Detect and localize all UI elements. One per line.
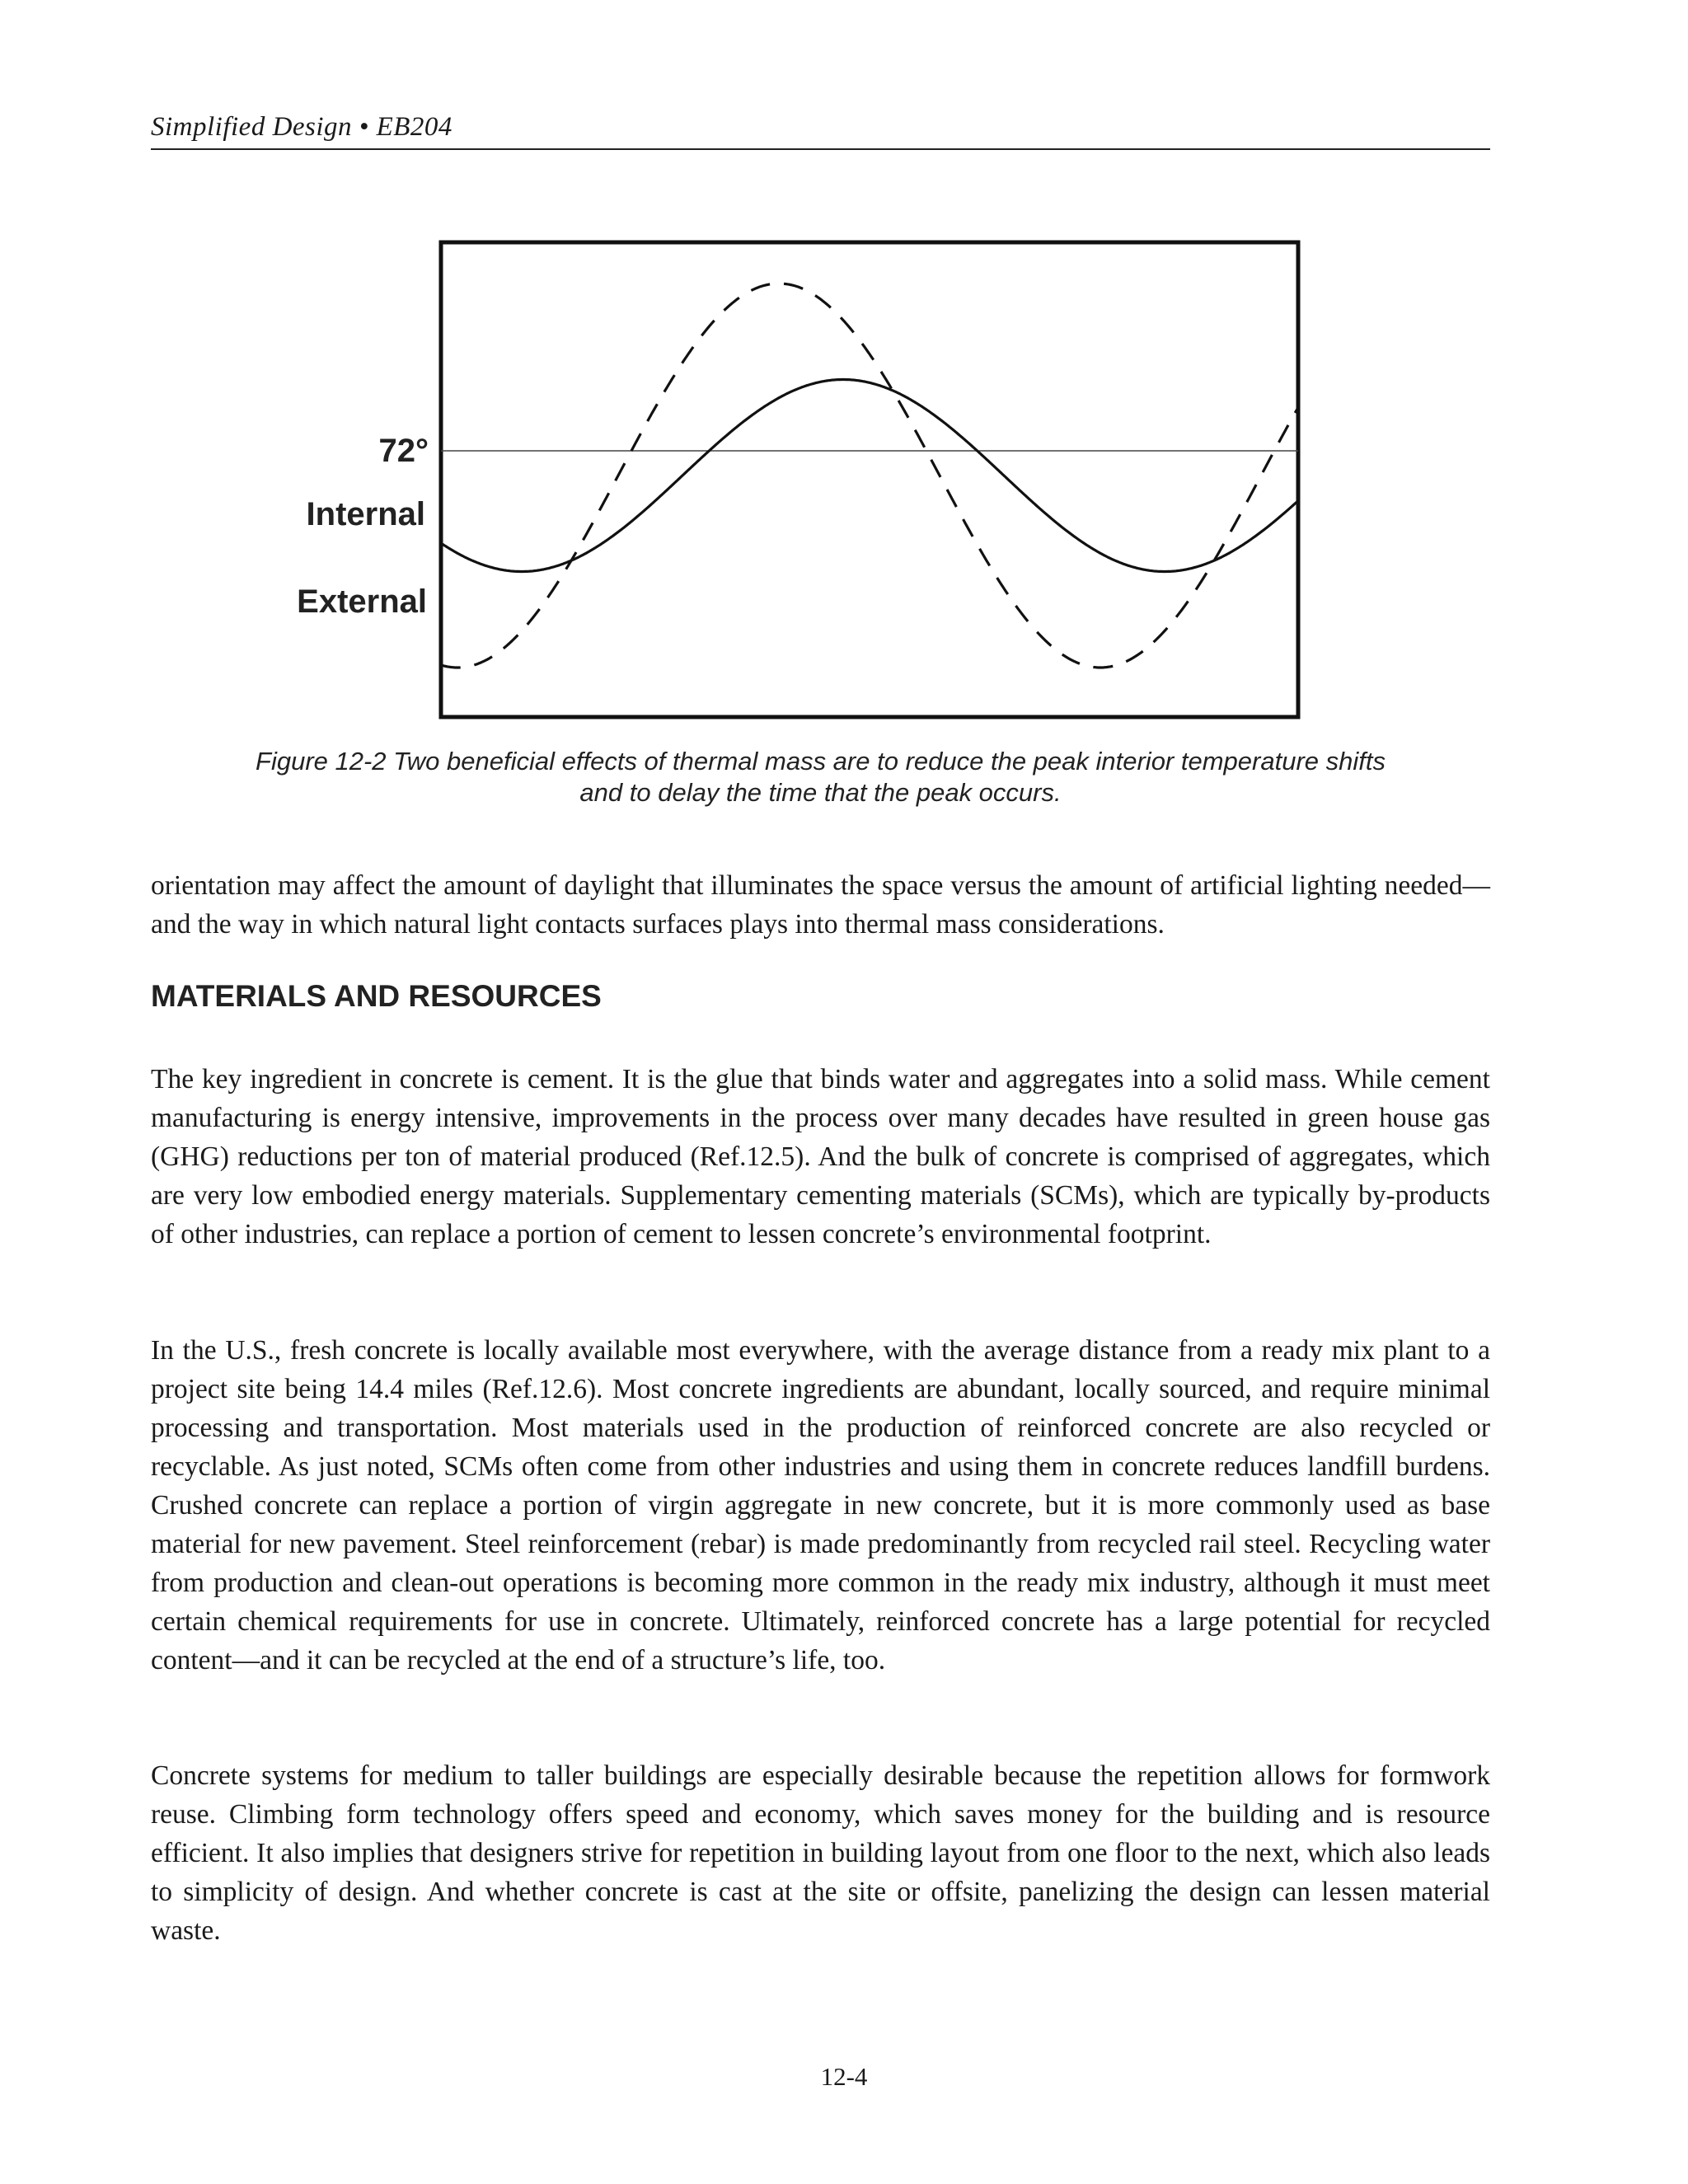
- paragraph-key-ingredient: The key ingredient in concrete is cement. It is the glue that binds water and aggregates into a solid mass. While cement manufacturing is energy intensive, improvements in the process over many decades have resulted in green house gas (GHG) reductions per ton of material produced (Ref.12.5). And the bulk of concrete is comprised of aggregates, which are very low embodied energy materials. Supplementary cementing materials (SCMs), which are typically by-products of other industries, can replace a portion of cement to lessen concrete’s environmental footprint.: [151, 1064, 1490, 1249]
- paragraph-continued: orientation may affect the amount of daylight that illuminates the space versus the amount of artificial lighting needed—and the way in which natural light contacts surfaces plays into thermal mass considerations.: [151, 870, 1490, 940]
- external-temperature-curve: [441, 284, 1298, 668]
- paragraph-concrete-systems: Concrete systems for medium to taller buildings are especially desirable because the repetition allows for formwork reuse. Climbing form technology offers speed and economy, which saves money for the building and is resource efficient. It also implies that designers strive for repetition in building layout from one floor to the next, which also leads to simplicity of design. And whether concrete is cast at the site or offsite, panelizing the design can lessen material waste.: [151, 1760, 1490, 1946]
- internal-temperature-curve: [441, 380, 1298, 572]
- running-title: Simplified Design • EB204: [151, 112, 452, 142]
- figure-caption: [151, 746, 1490, 808]
- label-internal: Internal: [306, 496, 425, 532]
- label-external: External: [297, 583, 427, 620]
- caption-line-2: and to delay the time that the peak occurs.: [579, 778, 1062, 807]
- running-header: [151, 107, 1490, 150]
- section-heading: MATERIALS AND RESOURCES: [151, 979, 602, 1013]
- thermal-mass-figure: [280, 235, 1319, 729]
- paragraph-local-availability: In the U.S., fresh concrete is locally available most everywhere, with the average distance from a ready mix plant to a project site being 14.4 miles (Ref.12.6). Most concrete ingredients are abundant, locally sourced, and require minimal processing and transportation. Most materials used in the production of reinforced concrete are also recycled or recyclable. As just noted, SCMs often come from other industries and using them in concrete reduces landfill burdens. Crushed concrete can replace a portion of virgin aggregate in new concrete, but it is more commonly used as base material for new pavement. Steel reinforcement (rebar) is made predominantly from recycled rail steel. Recycling water from production and clean-out operations is becoming more common in the ready mix industry, although it must meet certain chemical requirements for use in concrete. Ultimately, reinforced concrete has a large potential for recycled content—and it can be recycled at the end of a structure’s life, too.: [151, 1335, 1490, 1675]
- chart-frame: [441, 242, 1298, 717]
- label-72-degrees: 72°: [378, 433, 429, 469]
- page-number: 12-4: [820, 2062, 868, 2091]
- caption-line-1: Figure 12-2 Two beneficial effects of thermal mass are to reduce the peak interior temperature shifts: [256, 747, 1386, 776]
- thermal-mass-chart: [280, 235, 1319, 729]
